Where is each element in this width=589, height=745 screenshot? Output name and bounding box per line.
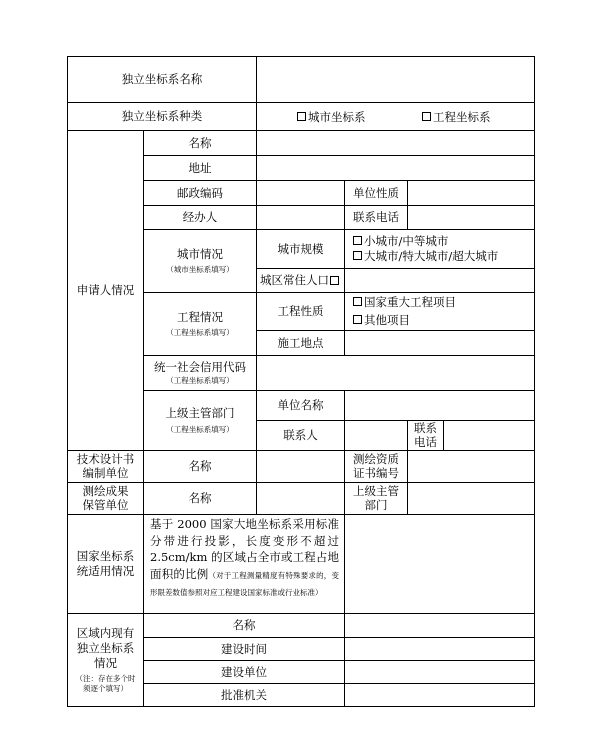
urban-population-label: 城区常住人口 [256, 268, 345, 293]
custody-name-label: 名称 [143, 482, 257, 515]
address-field[interactable] [256, 155, 535, 181]
checkbox-icon[interactable] [330, 276, 339, 285]
existing-authority-field[interactable] [344, 683, 535, 707]
checkbox-icon[interactable] [297, 112, 306, 121]
construction-site-label: 施工地点 [256, 330, 345, 356]
applicant-name-field[interactable] [256, 130, 535, 156]
tech-design-name-label: 名称 [143, 450, 257, 483]
superior-contact-phone-label: 联系 电话 [407, 420, 444, 451]
coordinate-system-name-label: 独立坐标系名称 [67, 56, 257, 103]
custody-superior-field[interactable] [407, 482, 535, 515]
existing-time-label: 建设时间 [143, 637, 345, 661]
application-form [68, 57, 535, 708]
urban-population-field[interactable] [344, 268, 535, 293]
contact-person-field[interactable] [344, 420, 408, 451]
postal-code-field[interactable] [256, 180, 345, 206]
address-label: 地址 [143, 155, 257, 181]
coordinate-system-type-options [256, 102, 535, 131]
national-applicability-label: 国家坐标系 统适用情况 [67, 514, 144, 614]
construction-site-field[interactable] [344, 330, 535, 356]
credit-code-field[interactable] [256, 355, 535, 391]
superior-contact-phone-field[interactable] [443, 420, 535, 451]
custody-superior-label: 上级主管 部门 [344, 482, 408, 515]
city-scale-options [344, 229, 535, 269]
coordinate-system-type-label: 独立坐标系种类 [67, 102, 257, 131]
existing-time-field[interactable] [344, 637, 535, 661]
city-scale-label: 城市规模 [256, 229, 345, 269]
project-situation-label: 工程情况 （工程坐标系填写） [143, 292, 257, 356]
existing-unit-label: 建设单位 [143, 660, 345, 684]
existing-systems-label: 区域内现有 独立坐标系 情况 （注：存在多个时须逐个填写） [67, 613, 144, 707]
custody-name-field[interactable] [256, 482, 345, 515]
handler-field[interactable] [256, 205, 345, 230]
checkbox-icon[interactable] [353, 315, 362, 324]
contact-person-label: 联系人 [256, 420, 345, 451]
existing-unit-field[interactable] [344, 660, 535, 684]
contact-phone-field[interactable] [407, 205, 535, 230]
national-applicability-description: 基于 2000 国家大地坐标系采用标准分带进行投影，长度变形不超过 2.5cm/km 的区域占全市或工程占地面积的比例（对于工程测量精度有特殊要求的，变形限差数值参照对应工程建设国家标准或行业标准） [143, 514, 345, 614]
checkbox-icon[interactable] [422, 112, 431, 121]
unit-name-field[interactable] [344, 390, 535, 421]
applicant-section-label: 申请人情况 [67, 130, 144, 451]
handler-label: 经办人 [143, 205, 257, 230]
qualification-cert-label: 测绘资质 证书编号 [344, 450, 408, 483]
credit-code-label: 统一社会信用代码 （工程坐标系填写） [143, 355, 257, 391]
checkbox-icon[interactable] [353, 236, 362, 245]
unit-nature-field[interactable] [407, 180, 535, 206]
existing-name-label: 名称 [143, 613, 345, 638]
scale-option-large[interactable]: 大城市/特大城市/超大城市 [353, 249, 498, 264]
applicant-name-label: 名称 [143, 130, 257, 156]
existing-authority-label: 批准机关 [143, 683, 345, 707]
superior-dept-label: 上级主管部门 （工程坐标系填写） [143, 390, 257, 451]
coordinate-system-name-field[interactable] [256, 56, 535, 103]
national-applicability-field[interactable] [344, 514, 535, 614]
checkbox-icon[interactable] [353, 251, 362, 260]
tech-design-name-field[interactable] [256, 450, 345, 483]
city-situation-label: 城市情况 （城市坐标系填写） [143, 229, 257, 293]
project-nature-label: 工程性质 [256, 292, 345, 331]
scale-option-small-medium[interactable]: 小城市/中等城市 [353, 234, 448, 249]
type-option-city[interactable]: 城市坐标系 [297, 110, 366, 125]
contact-phone-label: 联系电话 [344, 205, 408, 230]
unit-nature-label: 单位性质 [344, 180, 408, 206]
type-option-engineering[interactable]: 工程坐标系 [422, 110, 491, 125]
project-option-other[interactable]: 其他项目 [353, 313, 410, 328]
project-option-national[interactable]: 国家重大工程项目 [353, 295, 456, 310]
qualification-cert-field[interactable] [407, 450, 535, 483]
project-nature-options [344, 292, 535, 331]
checkbox-icon[interactable] [353, 297, 362, 306]
tech-design-unit-label: 技术设计书 编制单位 [67, 450, 144, 483]
postal-code-label: 邮政编码 [143, 180, 257, 206]
existing-name-field[interactable] [344, 613, 535, 638]
unit-name-label: 单位名称 [256, 390, 345, 421]
custody-unit-label: 测绘成果 保管单位 [67, 482, 144, 515]
